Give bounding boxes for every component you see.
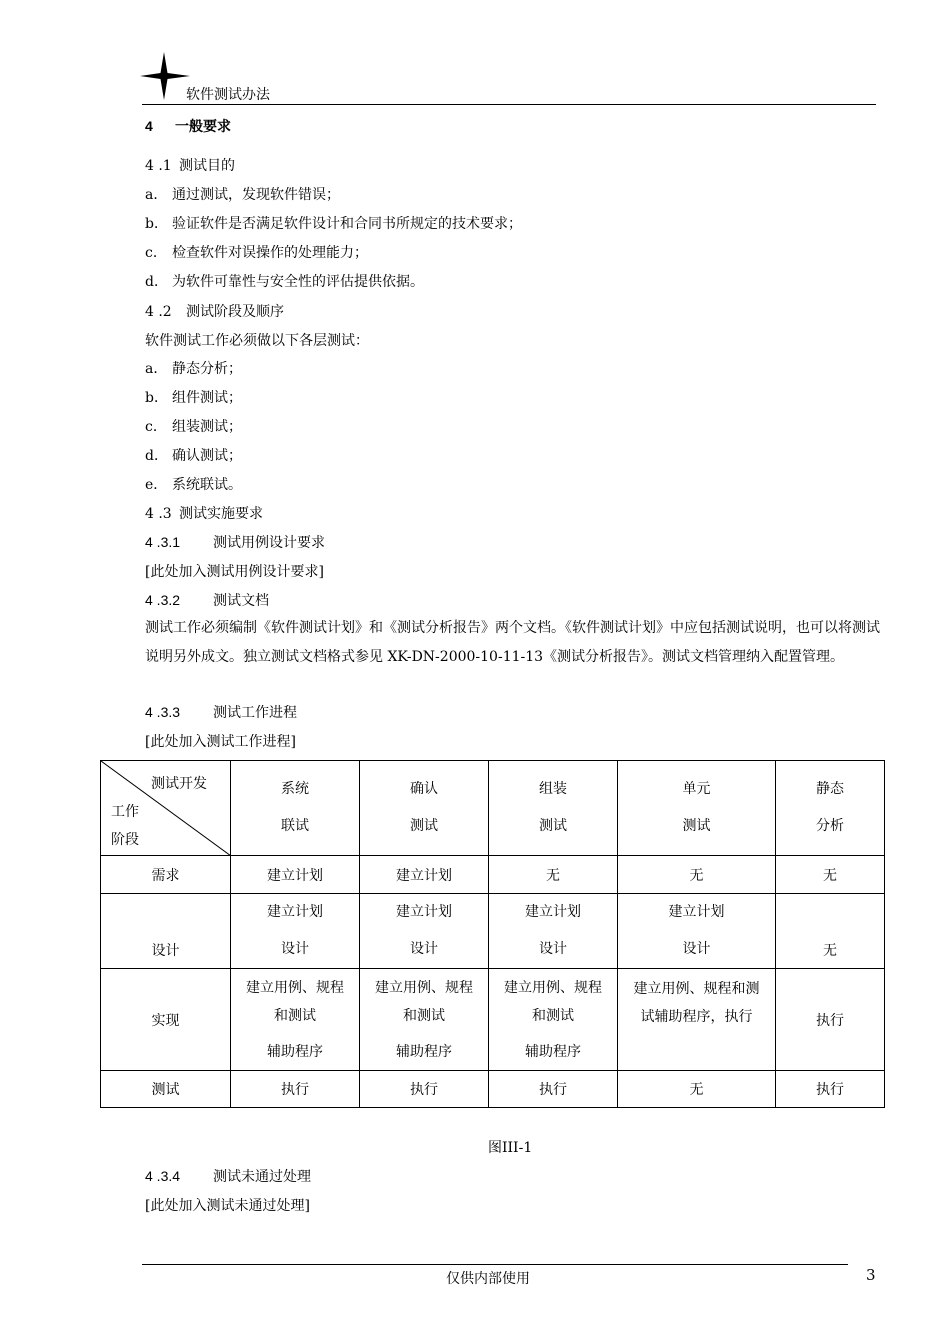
section-4-2-intro: 软件测试工作必须做以下各层测试： xyxy=(145,333,369,349)
list-item: d． 确认测试； xyxy=(145,448,242,464)
section-4-3-4-placeholder: [此处加入测试未通过处理] xyxy=(145,1198,310,1214)
section-4-3-3-placeholder: [此处加入测试工作进程] xyxy=(145,734,296,750)
section-4-3-title: 测试实施要求 xyxy=(179,506,263,522)
table-cell: 建立计划 设计 xyxy=(231,894,360,969)
corner-top-label: 测试开发 xyxy=(151,776,207,792)
row-label: 需求 xyxy=(101,856,231,894)
table-header-row xyxy=(101,761,885,856)
table-cell: 执行 xyxy=(489,1071,618,1108)
table-row xyxy=(101,856,885,894)
section-4-3-4-number: 4 .3.4 xyxy=(145,1168,181,1184)
section-4-3-4-heading xyxy=(145,1166,311,1186)
table-cell: 建立用例、规程 和测试 辅助程序 xyxy=(489,969,618,1071)
table-cell: 无 xyxy=(618,1071,776,1108)
table-cell: 建立计划 设计 xyxy=(618,894,776,969)
section-4-3-1-number: 4 .3.1 xyxy=(145,534,181,550)
table-cell: 建立用例、规程 和测试 辅助程序 xyxy=(360,969,489,1071)
table-cell: 无 xyxy=(618,856,776,894)
header-title: 软件测试办法 xyxy=(186,87,270,103)
table-header-cell: 系统 联试 xyxy=(231,761,360,856)
list-item: b． 验证软件是否满足软件设计和合同书所规定的技术要求； xyxy=(145,216,522,232)
section-4-2-heading xyxy=(145,301,284,321)
table-row xyxy=(101,1071,885,1108)
table-cell: 无 xyxy=(489,856,618,894)
section-4-3-1-heading xyxy=(145,532,325,552)
table-corner-cell xyxy=(101,761,231,856)
table-cell: 建立计划 设计 xyxy=(489,894,618,969)
section-4-heading xyxy=(145,116,231,136)
list-item: c． 检查软件对误操作的处理能力； xyxy=(145,245,368,261)
page-number: 3 xyxy=(866,1266,876,1284)
table-header-cell: 静态 分析 xyxy=(776,761,885,856)
footer-rule xyxy=(142,1264,848,1265)
section-4-3-3-heading xyxy=(145,702,297,722)
figure-caption: 图III-1 xyxy=(488,1140,533,1156)
corner-bottom-label-1: 工作 xyxy=(111,804,139,820)
list-item: b． 组件测试； xyxy=(145,390,242,406)
section-4-2-number: 4 .2 xyxy=(145,304,172,320)
table-cell: 执行 xyxy=(776,969,885,1071)
table-cell: 执行 xyxy=(776,1071,885,1108)
section-4-1-heading xyxy=(145,155,235,175)
section-4-3-2-number: 4 .3.2 xyxy=(145,592,181,608)
table-cell: 建立用例、规程 和测试 辅助程序 xyxy=(231,969,360,1071)
section-4-1-number: 4 .1 xyxy=(145,158,172,174)
table-row xyxy=(101,969,885,1071)
table-cell: 建立计划 xyxy=(360,856,489,894)
section-4-3-1-title: 测试用例设计要求 xyxy=(213,535,325,551)
section-4-3-heading xyxy=(145,503,263,523)
section-4-3-2-title: 测试文档 xyxy=(213,593,269,609)
star-logo-icon xyxy=(140,52,190,100)
footer-text: 仅供内部使用 xyxy=(446,1271,530,1287)
table-header-cell: 确认 测试 xyxy=(360,761,489,856)
header-rule xyxy=(142,104,876,105)
table-header-cell: 单元 测试 xyxy=(618,761,776,856)
list-item: d． 为软件可靠性与安全性的评估提供依据。 xyxy=(145,274,424,290)
section-4-3-3-title: 测试工作进程 xyxy=(213,705,297,721)
list-item: a． 静态分析； xyxy=(145,361,242,377)
table-header-cell: 组装 测试 xyxy=(489,761,618,856)
section-4-3-3-number: 4 .3.3 xyxy=(145,704,181,720)
row-label: 实现 xyxy=(101,969,231,1071)
list-item: c． 组装测试； xyxy=(145,419,242,435)
section-4-1-title: 测试目的 xyxy=(179,158,235,174)
table-cell: 执行 xyxy=(231,1071,360,1108)
table-row xyxy=(101,894,885,969)
table-cell: 建立用例、规程和测 试辅助程序，执行 xyxy=(618,969,776,1071)
list-item: e． 系统联试。 xyxy=(145,477,242,493)
section-4-3-1-placeholder: [此处加入测试用例设计要求] xyxy=(145,564,324,580)
test-phase-table xyxy=(100,760,885,1108)
table-cell: 建立计划 设计 xyxy=(360,894,489,969)
row-label: 测试 xyxy=(101,1071,231,1108)
section-4-3-2-heading xyxy=(145,590,269,610)
table-cell: 无 xyxy=(776,894,885,969)
section-4-3-number: 4 .3 xyxy=(145,506,172,522)
row-label: 设计 xyxy=(101,894,231,969)
table-cell: 无 xyxy=(776,856,885,894)
section-4-title: 一般要求 xyxy=(175,119,231,135)
table-cell: 执行 xyxy=(360,1071,489,1108)
section-4-3-2-paragraph: 测试工作必须编制《软件测试计划》和《测试分析报告》两个文档。《软件测试计划》中应包括测试说明，也可以将测试说明另外成文。独立测试文档格式参见 XK-DN-2000-10-11-13《测试分析报告》。测试文档管理纳入配置管理。 xyxy=(145,620,880,665)
section-4-2-title: 测试阶段及顺序 xyxy=(186,304,284,320)
section-4-3-4-title: 测试未通过处理 xyxy=(213,1169,311,1185)
section-4-number: 4 xyxy=(145,118,153,134)
corner-bottom-label-2: 阶段 xyxy=(111,832,139,848)
list-item: a． 通过测试，发现软件错误； xyxy=(145,187,340,203)
table-cell: 建立计划 xyxy=(231,856,360,894)
